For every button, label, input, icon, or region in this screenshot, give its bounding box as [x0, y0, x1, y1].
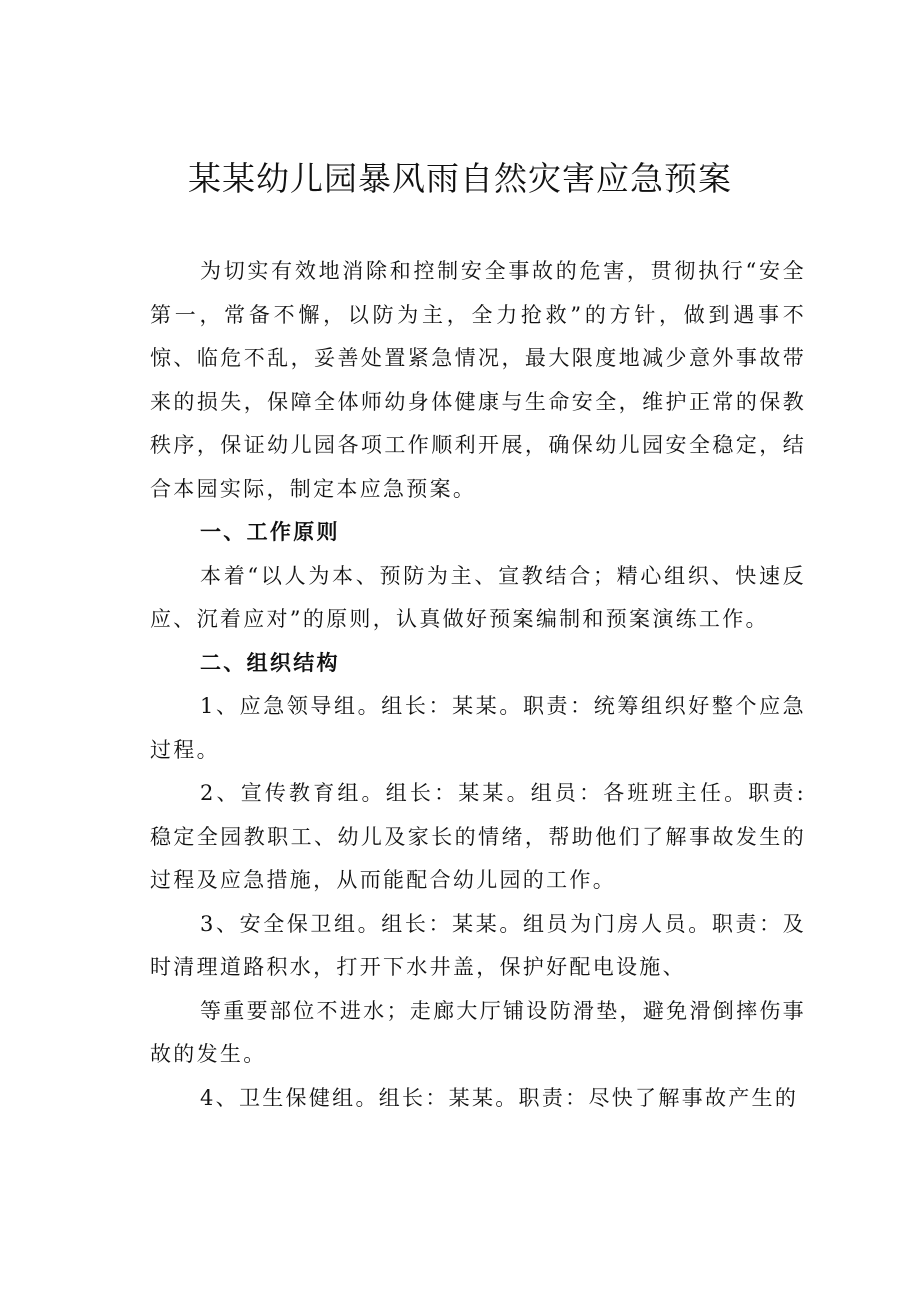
document-body	[150, 250, 806, 1120]
principles-paragraph: 本着“以人为本、预防为主、宣教结合；精心组织、快速反应、沉着应对”的原则，认真做好预案编制和预案演练工作。	[150, 563, 806, 631]
org-item-security: 3、安全保卫组。组长：某某。组员为门房人员。职责：及时清理道路积水，打开下水井盖，保护好配电设施、	[150, 911, 806, 979]
document-title: 某某幼儿园暴风雨自然灾害应急预案	[188, 159, 732, 198]
intro-paragraph: 为切实有效地消除和控制安全事故的危害，贯彻执行“安全第一，常备不懈，以防为主，全力抢救”的方针，做到遇事不惊、临危不乱，妥善处置紧急情况，最大限度地减少意外事故带来的损失，保障全体师幼身体健康与生命安全，维护正常的保教秩序，保证幼儿园各项工作顺利开展，确保幼儿园安全稳定，结合本园实际，制定本应急预案。	[150, 259, 806, 501]
org-item-leadership: 1、应急领导组。组长：某某。职责：统筹组织好整个应急过程。	[150, 694, 806, 762]
org-item-publicity: 2、宣传教育组。组长：某某。组员：各班班主任。职责:稳定全园教职工、幼儿及家长的情绪，帮助他们了解事故发生的过程及应急措施，从而能配合幼儿园的工作。	[150, 781, 806, 892]
section-heading-principles: 一、工作原则	[200, 520, 340, 544]
section-heading-organization: 二、组织结构	[200, 650, 340, 675]
org-item-security-continued: 等重要部位不进水；走廊大厅铺设防滑垫，避免滑倒摔伤事故的发生。	[150, 998, 806, 1066]
org-item-health: 4、卫生保健组。组长：某某。职责：尽快了解事故产生的	[200, 1085, 799, 1110]
